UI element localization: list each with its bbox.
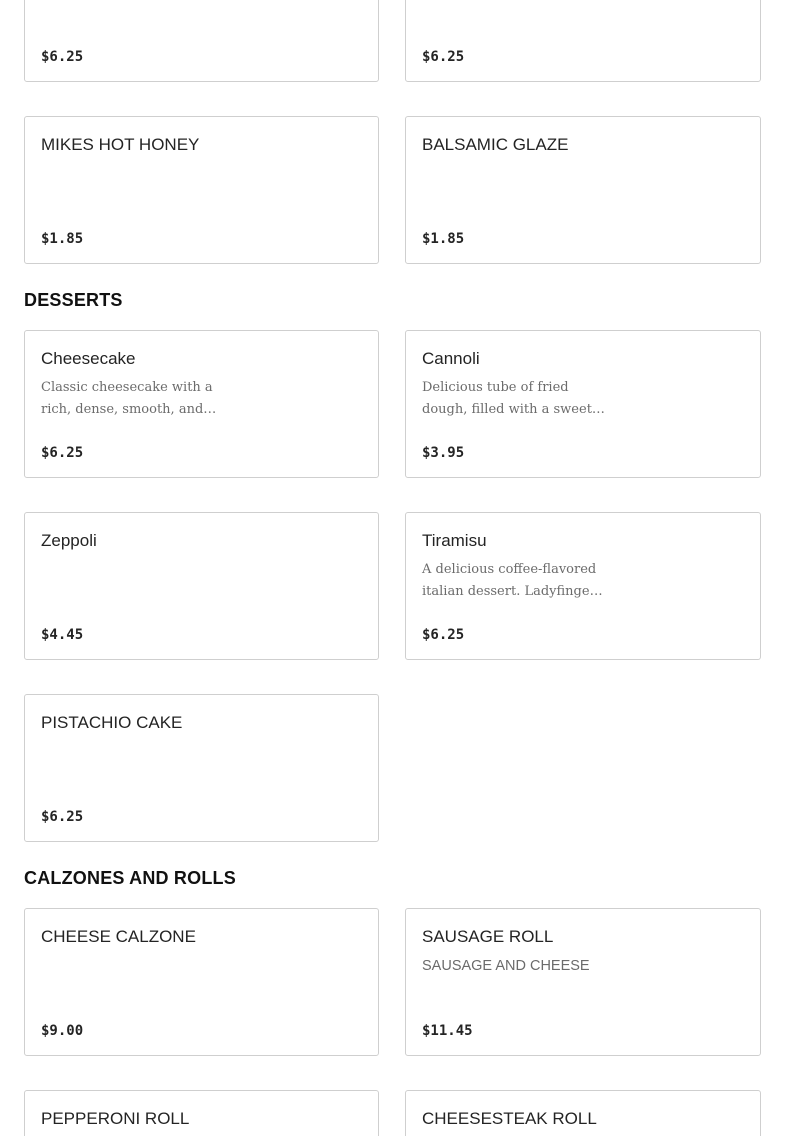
item-name: SAUSAGE ROLL: [422, 927, 554, 946]
menu-item-card[interactable]: [405, 1090, 761, 1136]
item-name: Zeppoli: [41, 531, 97, 550]
item-name: BALSAMIC GLAZE: [422, 135, 569, 154]
menu-item-card[interactable]: [24, 0, 379, 82]
item-name: Tiramisu: [422, 531, 487, 550]
menu-item-card[interactable]: [24, 908, 379, 1056]
item-name: Cannoli: [422, 349, 480, 368]
item-price: $1.85: [41, 231, 84, 247]
menu-item-card[interactable]: [405, 0, 761, 82]
item-price: $1.85: [422, 231, 465, 247]
menu-item-card[interactable]: [405, 116, 761, 264]
menu-item-card[interactable]: [405, 908, 761, 1056]
section-title-desserts: DESSERTS: [24, 290, 123, 310]
menu-item-card[interactable]: [24, 512, 379, 660]
item-price: $9.00: [41, 1023, 84, 1039]
item-price: $6.25: [422, 627, 465, 643]
item-price: $3.95: [422, 445, 465, 461]
item-price: $6.25: [41, 49, 84, 65]
menu-item-card[interactable]: [405, 330, 761, 478]
item-price: $11.45: [422, 1023, 473, 1039]
item-name: MIKES HOT HONEY: [41, 135, 200, 154]
item-name: PEPPERONI ROLL: [41, 1109, 190, 1128]
menu-item-card[interactable]: [405, 512, 761, 660]
item-price: $6.25: [422, 49, 465, 65]
item-name: PISTACHIO CAKE: [41, 713, 183, 732]
item-name: CHEESE CALZONE: [41, 927, 196, 946]
menu-item-card[interactable]: [24, 1090, 379, 1136]
item-description: A delicious coffee-flavored italian dessert. Ladyfinge…: [422, 562, 603, 599]
item-description: SAUSAGE AND CHEESE: [422, 958, 590, 974]
item-description: Delicious tube of fried dough, filled with a sweet…: [422, 380, 605, 417]
menu-item-card[interactable]: [24, 694, 379, 842]
menu-item-card[interactable]: [24, 330, 379, 478]
menu-item-card[interactable]: [24, 116, 379, 264]
section-title-calzones-and-rolls: CALZONES AND ROLLS: [24, 868, 236, 888]
item-name: CHEESESTEAK ROLL: [422, 1109, 597, 1128]
item-price: $4.45: [41, 627, 84, 643]
item-price: $6.25: [41, 809, 84, 825]
item-name: Cheesecake: [41, 349, 136, 368]
item-price: $6.25: [41, 445, 84, 461]
item-description: Classic cheesecake with a rich, dense, smooth, and…: [41, 380, 217, 417]
